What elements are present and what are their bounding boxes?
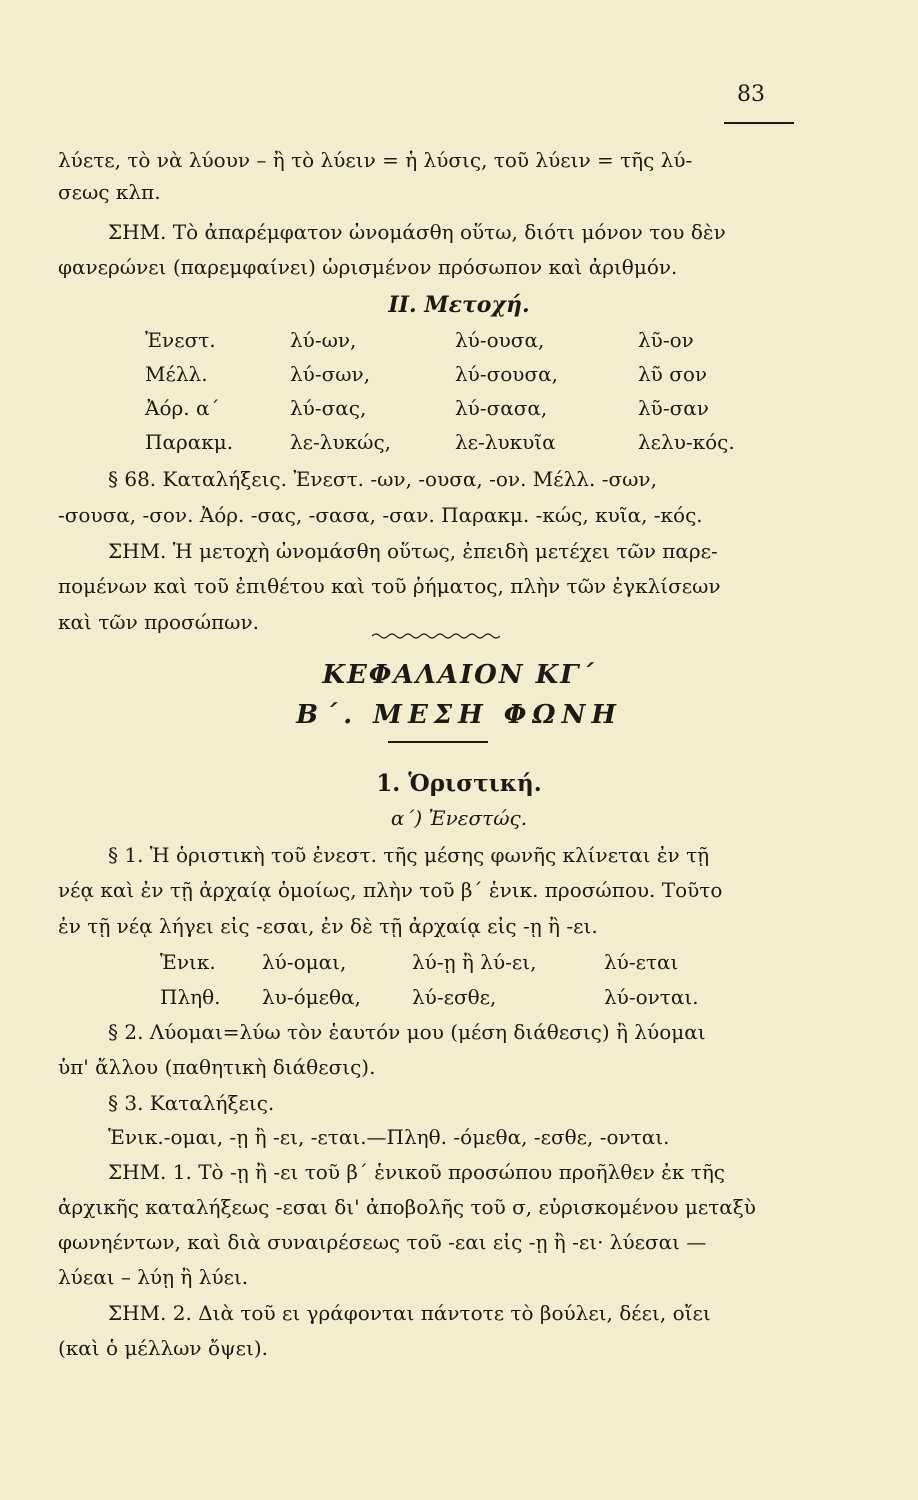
para-3-line-1: § 3. Καταλήξεις. [108,1091,275,1115]
section-68-line-1: § 68. Καταλήξεις. Ἐνεστ. -ων, -ουσα, -ον. Μέλλ. -σων, [108,467,657,491]
note-1-line-2: φανερώνει (παρεμφαίνει) ὡρισμένον πρόσωπον καὶ ἀριθμόν. [58,255,678,279]
feminine-form: λύ-σασα, [455,396,548,420]
masculine-form: λύ-σας, [290,396,367,420]
note-4-line-1: ΣΗΜ. 2. Διὰ τοῦ ει γράφονται πάντοτε τὸ βούλει, δέει, οἴει [108,1301,711,1325]
row-label: Πληθ. [160,985,221,1009]
chapter-title: ΚΕΦΑΛΑΙΟΝ ΚΓ΄ [322,660,596,690]
note-3-line-4: λύεαι – λύῃ ἢ λύει. [58,1265,249,1289]
note-2-line-3: καὶ τῶν προσώπων. [58,610,259,634]
header-rule [724,122,794,124]
neuter-form: λῦ σον [638,362,708,386]
chapter-rule [388,741,488,743]
chapter-subtitle: Β΄. ΜΕΣΗ ΦΩΝΗ [296,700,622,730]
first-person-form: λύ-ομαι, [262,950,347,974]
masculine-form: λύ-ων, [290,328,357,352]
para-1-line-1: § 1. Ἡ ὁριστικὴ τοῦ ἐνεστ. τῆς μέσης φωνῆς κλίνεται ἐν τῇ [108,843,710,867]
second-person-form: λύ-ῃ ἢ λύ-ει, [412,950,537,974]
para-2-line-2: ὑπ' ἄλλου (παθητικὴ διάθεσις). [58,1055,376,1079]
masculine-form: λύ-σων, [290,362,371,386]
note-3-line-1: ΣΗΜ. 1. Τὸ -ῃ ἢ -ει τοῦ β΄ ἑνικοῦ προσώπου προῆλθεν ἐκ τῆς [108,1160,726,1184]
intro-line-2: σεως κλπ. [58,180,161,204]
row-label: Μέλλ. [145,362,208,386]
feminine-form: λύ-σουσα, [455,362,558,386]
feminine-form: λύ-ουσα, [455,328,545,352]
para-3-line-2: Ἑνικ.-ομαι, -ῃ ἢ -ει, -εται.—Πληθ. -όμεθα, -εσθε, -ονται. [108,1125,670,1149]
note-3-line-2: ἀρχικῆς καταλήξεως -εσαι δι' ἀποβολῆς τοῦ σ, εὑρισκομένου μεταξὺ [58,1195,756,1219]
third-person-form: λύ-εται [604,950,679,974]
row-label: Ἀόρ. α΄ [145,396,220,420]
note-1-line-1: ΣΗΜ. Τὸ ἀπαρέμφατον ὠνομάσθη οὕτω, διότι μόνον του δὲν [108,220,726,244]
row-label: Παρακμ. [145,430,234,454]
note-2-line-2: πομένων καὶ τοῦ ἐπιθέτου καὶ τοῦ ῥήματος, πλὴν τῶν ἐγκλίσεων [58,574,721,598]
note-4-line-2: (καὶ ὁ μέλλων ὄψει). [58,1336,269,1360]
row-label: Ἑνικ. [160,950,216,974]
neuter-form: λελυ-κός. [638,430,735,454]
wavy-divider [372,632,502,640]
section-68-line-2: -σουσα, -σον. Ἀόρ. -σας, -σασα, -σαν. Παρακμ. -κώς, κυῖα, -κός. [58,503,703,527]
participle-title: II. Μετοχή. [388,292,530,318]
feminine-form: λε-λυκυῖα [455,430,556,454]
neuter-form: λῦ-σαν [638,396,709,420]
para-1-line-2: νέᾳ καὶ ἐν τῇ ἀρχαίᾳ ὁμοίως, πλὴν τοῦ β΄ ἑνικ. προσώπου. Τοῦτο [58,878,723,902]
first-person-form: λυ-όμεθα, [262,985,361,1009]
second-person-form: λύ-εσθε, [412,985,497,1009]
neuter-form: λῦ-ον [638,328,694,352]
subsection-title: α΄) Ἐνεστώς. [390,806,528,830]
third-person-form: λύ-ονται. [604,985,699,1009]
page-number: 83 [737,82,765,107]
row-label: Ἐνεστ. [145,328,216,352]
intro-line-1: λύετε, τὸ νὰ λύουν – ἢ τὸ λύειν = ἡ λύσις, τοῦ λύειν = τῆς λύ- [58,148,693,172]
note-3-line-3: φωνηέντων, καὶ διὰ συναιρέσεως τοῦ -εαι εἰς -ῃ ἢ -ει· λύεσαι — [58,1230,707,1254]
note-2-line-1: ΣΗΜ. Ἡ μετοχὴ ὠνομάσθη οὕτως, ἐπειδὴ μετέχει τῶν παρε- [108,539,718,563]
masculine-form: λε-λυκώς, [290,430,391,454]
section-title: 1. Ὁριστική. [376,770,542,797]
para-2-line-1: § 2. Λύομαι=λύω τὸν ἑαυτόν μου (μέση διάθεσις) ἢ λύομαι [108,1020,706,1044]
para-1-line-3: ἐν τῇ νέᾳ λήγει εἰς -εσαι, ἐν δὲ τῇ ἀρχαίᾳ εἰς -ῃ ἢ -ει. [58,914,598,938]
